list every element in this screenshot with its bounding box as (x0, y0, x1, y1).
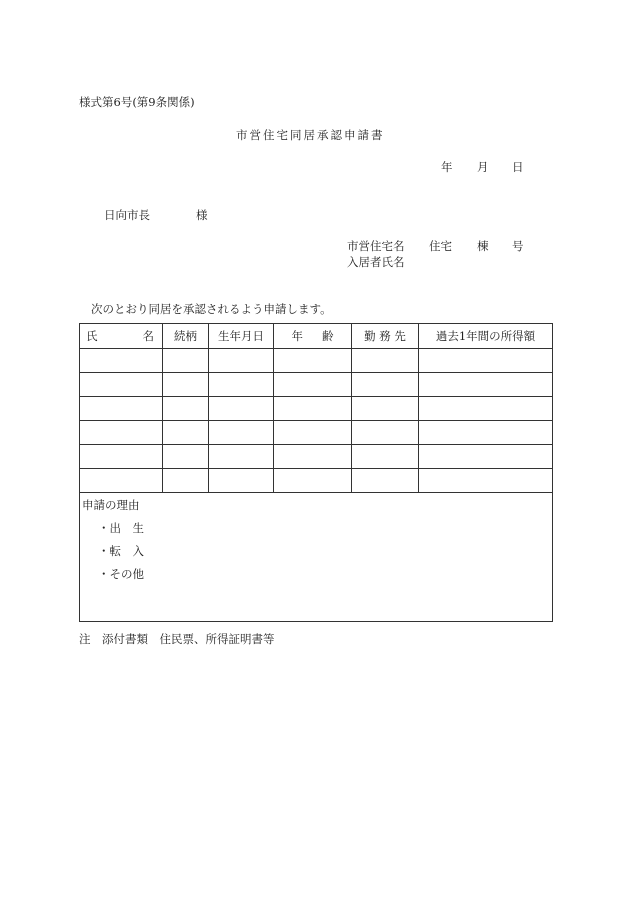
intro-text: 次のとおり同居を承認されるよう申請します。 (91, 302, 332, 316)
date-month: 月 (477, 160, 489, 174)
reason-row (80, 493, 553, 622)
attachment-note: 注 添付書類 住民票、所得証明書等 (79, 632, 275, 646)
reason-label: 申請の理由 (82, 498, 140, 512)
table-row (80, 397, 553, 421)
header-birth: 生年月日 (209, 324, 274, 349)
table-header-row (80, 324, 553, 349)
header-age: 年 齢 (274, 324, 352, 349)
housing-label: 市営住宅名 (347, 239, 405, 253)
table-row (80, 445, 553, 469)
header-workplace: 勤 務 先 (352, 324, 419, 349)
reason-option-other[interactable]: ・その他 (98, 567, 144, 581)
addressee-name: 日向市長 (104, 208, 150, 222)
form-number: 様式第6号(第9条関係) (79, 95, 195, 109)
table-row (80, 421, 553, 445)
header-income: 過去1年間の所得額 (419, 324, 553, 349)
header-relation: 続柄 (163, 324, 209, 349)
table-row (80, 349, 553, 373)
table-row (80, 469, 553, 493)
date-day: 日 (512, 160, 524, 174)
header-name: 氏 名 (80, 324, 163, 349)
reason-option-move-in[interactable]: ・転 入 (98, 544, 144, 558)
table-row (80, 373, 553, 397)
housing-suffix: 住宅 (429, 239, 452, 253)
document-title: 市営住宅同居承認申請書 (236, 128, 385, 142)
reason-section (80, 493, 553, 622)
number-label: 号 (512, 239, 524, 253)
date-year: 年 (441, 160, 453, 174)
building-label: 棟 (477, 239, 489, 253)
applicant-table (79, 323, 553, 622)
resident-label: 入居者氏名 (347, 255, 405, 269)
addressee-honorific: 様 (196, 208, 208, 222)
reason-option-birth[interactable]: ・出 生 (98, 521, 144, 535)
